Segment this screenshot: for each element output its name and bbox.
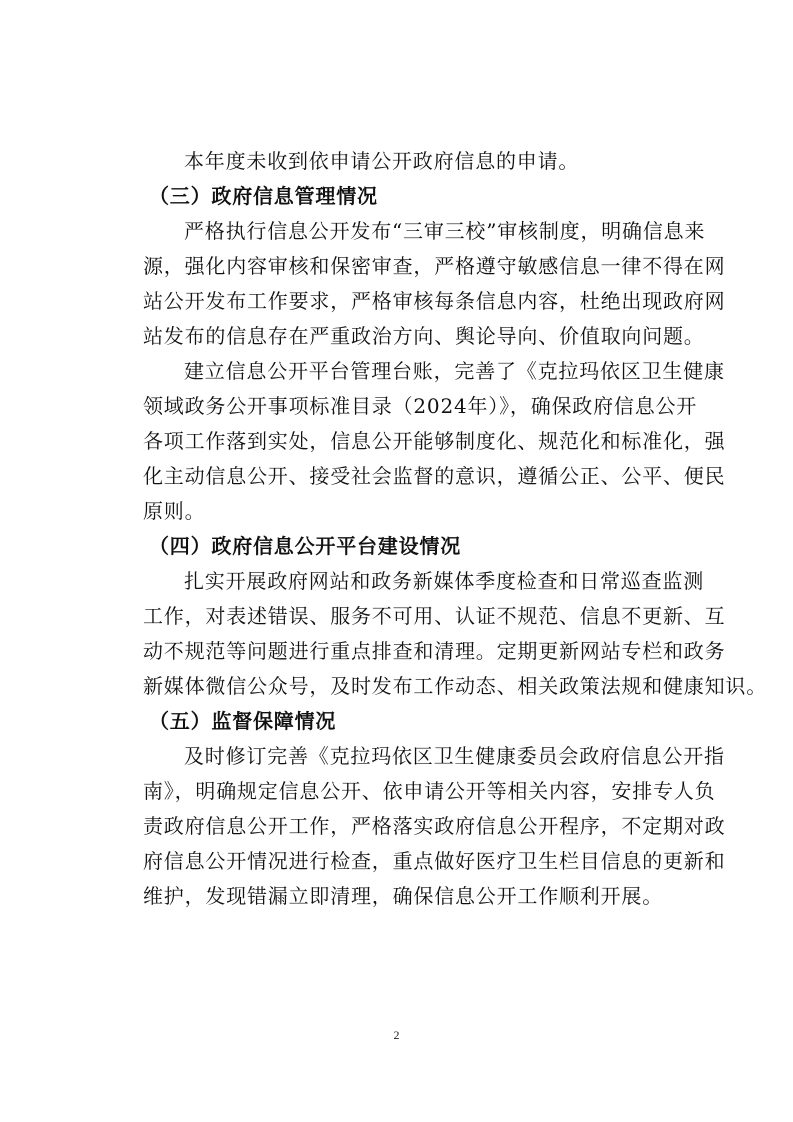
page-number: 2 xyxy=(393,1028,400,1042)
body-paragraph xyxy=(143,144,688,179)
paragraph-line: 领域政务公开事项标准目录（2024年）》，确保政府信息公开 xyxy=(143,394,698,418)
paragraph-line: 化主动信息公开、接受社会监督的意识，遵循公正、公平、便民 xyxy=(143,464,726,488)
paragraph-line: 站发布的信息存在严重政治方向、舆论导向、价值取向问题。 xyxy=(143,324,705,348)
document-body xyxy=(143,144,767,914)
paragraph-line: 工作，对表述错误、服务不可用、认证不规范、信息不更新、互 xyxy=(143,604,726,628)
paragraph-line: 本年度未收到依申请公开政府信息的申请。 xyxy=(184,149,580,173)
paragraph-line: 扎实开展政府网站和政务新媒体季度检查和日常巡查监测 xyxy=(184,569,704,593)
paragraph-line: 站公开发布工作要求，严格审核每条信息内容，杜绝出现政府网 xyxy=(143,289,726,313)
paragraph-line: 南》，明确规定信息公开、依申请公开等相关内容，安排专人负 xyxy=(143,779,716,803)
paragraph-line: 各项工作落到实处，信息公开能够制度化、规范化和标准化，强 xyxy=(143,429,726,453)
paragraph-line: 责政府信息公开工作，严格落实政府信息公开程序，不定期对政 xyxy=(143,814,726,838)
paragraph-line: 建立信息公开平台管理台账，完善了《克拉玛依区卫生健康 xyxy=(184,359,725,383)
body-paragraph xyxy=(143,564,767,704)
paragraph-line: 府信息公开情况进行检查，重点做好医疗卫生栏目信息的更新和 xyxy=(143,849,726,873)
paragraph-line: 维护，发现错漏立即清理，确保信息公开工作顺利开展。 xyxy=(143,884,663,908)
section-heading: （四）政府信息公开平台建设情况 xyxy=(149,534,461,558)
paragraph-line: 动不规范等问题进行重点排查和清理。定期更新网站专栏和政务 xyxy=(143,639,726,663)
paragraph-line: 源，强化内容审核和保密审查，严格遵守敏感信息一律不得在网 xyxy=(143,254,726,278)
body-paragraph xyxy=(143,739,726,914)
body-paragraph xyxy=(143,214,726,354)
body-paragraph xyxy=(143,354,726,529)
paragraph-line: 原则。 xyxy=(143,499,206,523)
section-heading: （五）监督保障情况 xyxy=(149,709,337,733)
paragraph-line: 严格执行信息公开发布“三审三校”审核制度，明确信息来 xyxy=(184,219,706,243)
section-heading: （三）政府信息管理情况 xyxy=(149,184,378,208)
paragraph-line: 及时修订完善《克拉玛依区卫生健康委员会政府信息公开指 xyxy=(184,744,725,768)
paragraph-line: 新媒体微信公众号，及时发布工作动态、相关政策法规和健康知识。 xyxy=(143,674,767,698)
